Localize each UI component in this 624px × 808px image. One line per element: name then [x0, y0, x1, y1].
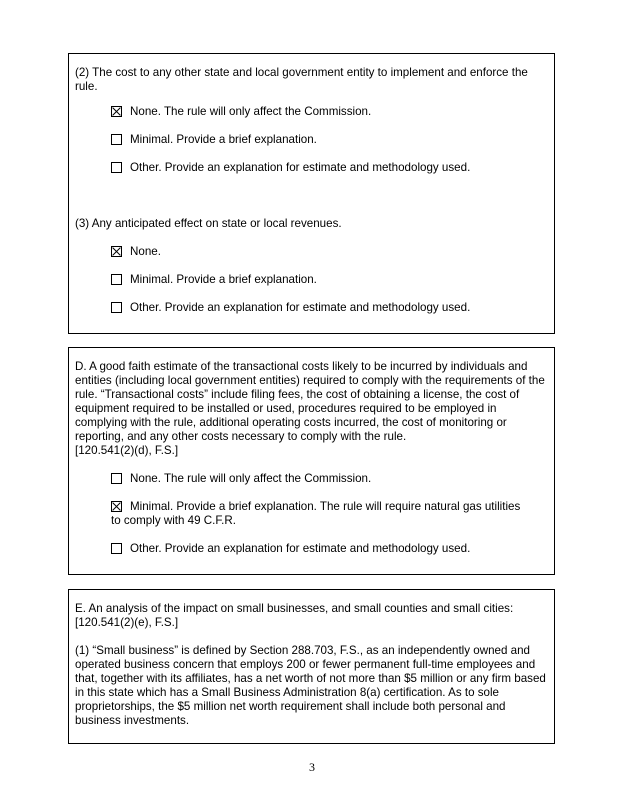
section-cost-revenue-box	[68, 53, 555, 334]
d-option-other[interactable]	[111, 542, 548, 556]
q2-option-minimal[interactable]	[111, 133, 548, 147]
section-e-citation: [120.541(2)(e), F.S.]	[75, 616, 179, 629]
checkbox[interactable]	[111, 302, 122, 313]
checkbox[interactable]	[111, 543, 122, 554]
q3-prompt: (3) Any anticipated effect on state or local revenues.	[75, 217, 342, 230]
section-e-paragraph: (1) “Small business” is defined by Section 288.703, F.S., as an independently owned and operated business concern that employs 200 or fewer permanent full-time employees and that, together with its affiliates, has a net worth of not more than $5 million or any firm based in this state which has a Small Business Administration 8(a) certification. As to sole proprietorships, the $5 million net worth requirement shall include both personal and business investments.	[75, 644, 546, 727]
option-label: None.	[130, 245, 161, 258]
page-number: 3	[309, 760, 315, 774]
q3-option-minimal[interactable]	[111, 273, 548, 287]
section-d-citation: [120.541(2)(d), F.S.]	[75, 444, 179, 457]
option-label: Other. Provide an explanation for estimate and methodology used.	[130, 161, 471, 174]
q3-option-other[interactable]	[111, 301, 548, 315]
q2-option-none[interactable]	[111, 105, 548, 119]
d-option-minimal[interactable]	[111, 500, 548, 514]
option-label: Minimal. Provide a brief explanation.	[130, 133, 317, 146]
q3-option-none[interactable]	[111, 245, 548, 259]
option-label: Minimal. Provide a brief explanation. The rule will require natural gas utilities	[130, 500, 521, 513]
section-e-prompt: E. An analysis of the impact on small businesses, and small counties and small cities:	[75, 602, 514, 615]
option-label: Other. Provide an explanation for estimate and methodology used.	[130, 542, 471, 555]
checkbox-checked[interactable]	[111, 501, 122, 512]
checkbox[interactable]	[111, 162, 122, 173]
checkbox[interactable]	[111, 473, 122, 484]
checkbox-checked[interactable]	[111, 106, 122, 117]
checkbox[interactable]	[111, 274, 122, 285]
q2-option-other[interactable]	[111, 161, 548, 175]
option-label: None. The rule will only affect the Commission.	[130, 105, 372, 118]
option-label: Other. Provide an explanation for estimate and methodology used.	[130, 301, 471, 314]
d-option-minimal-continuation: to comply with 49 C.F.R.	[111, 514, 236, 527]
q2-prompt: (2) The cost to any other state and local government entity to implement and enforce the rule.	[75, 66, 528, 93]
section-e-box	[68, 589, 555, 744]
option-label: None. The rule will only affect the Commission.	[130, 472, 372, 485]
d-option-none[interactable]	[111, 472, 548, 486]
section-d-box	[68, 347, 555, 575]
checkbox[interactable]	[111, 134, 122, 145]
checkbox-checked[interactable]	[111, 246, 122, 257]
section-d-prompt: D. A good faith estimate of the transactional costs likely to be incurred by individuals and entities (including local government entities) required to comply with the requirements of the rule. “Transactional costs” include filing fees, the cost of obtaining a license, the cost of equipment required to be installed or used, procedures required to be employed in complying with the rule, additional operating costs incurred, the cost of monitoring or reporting, and any other costs necessary to comply with the rule.	[75, 360, 545, 443]
option-label: Minimal. Provide a brief explanation.	[130, 273, 317, 286]
